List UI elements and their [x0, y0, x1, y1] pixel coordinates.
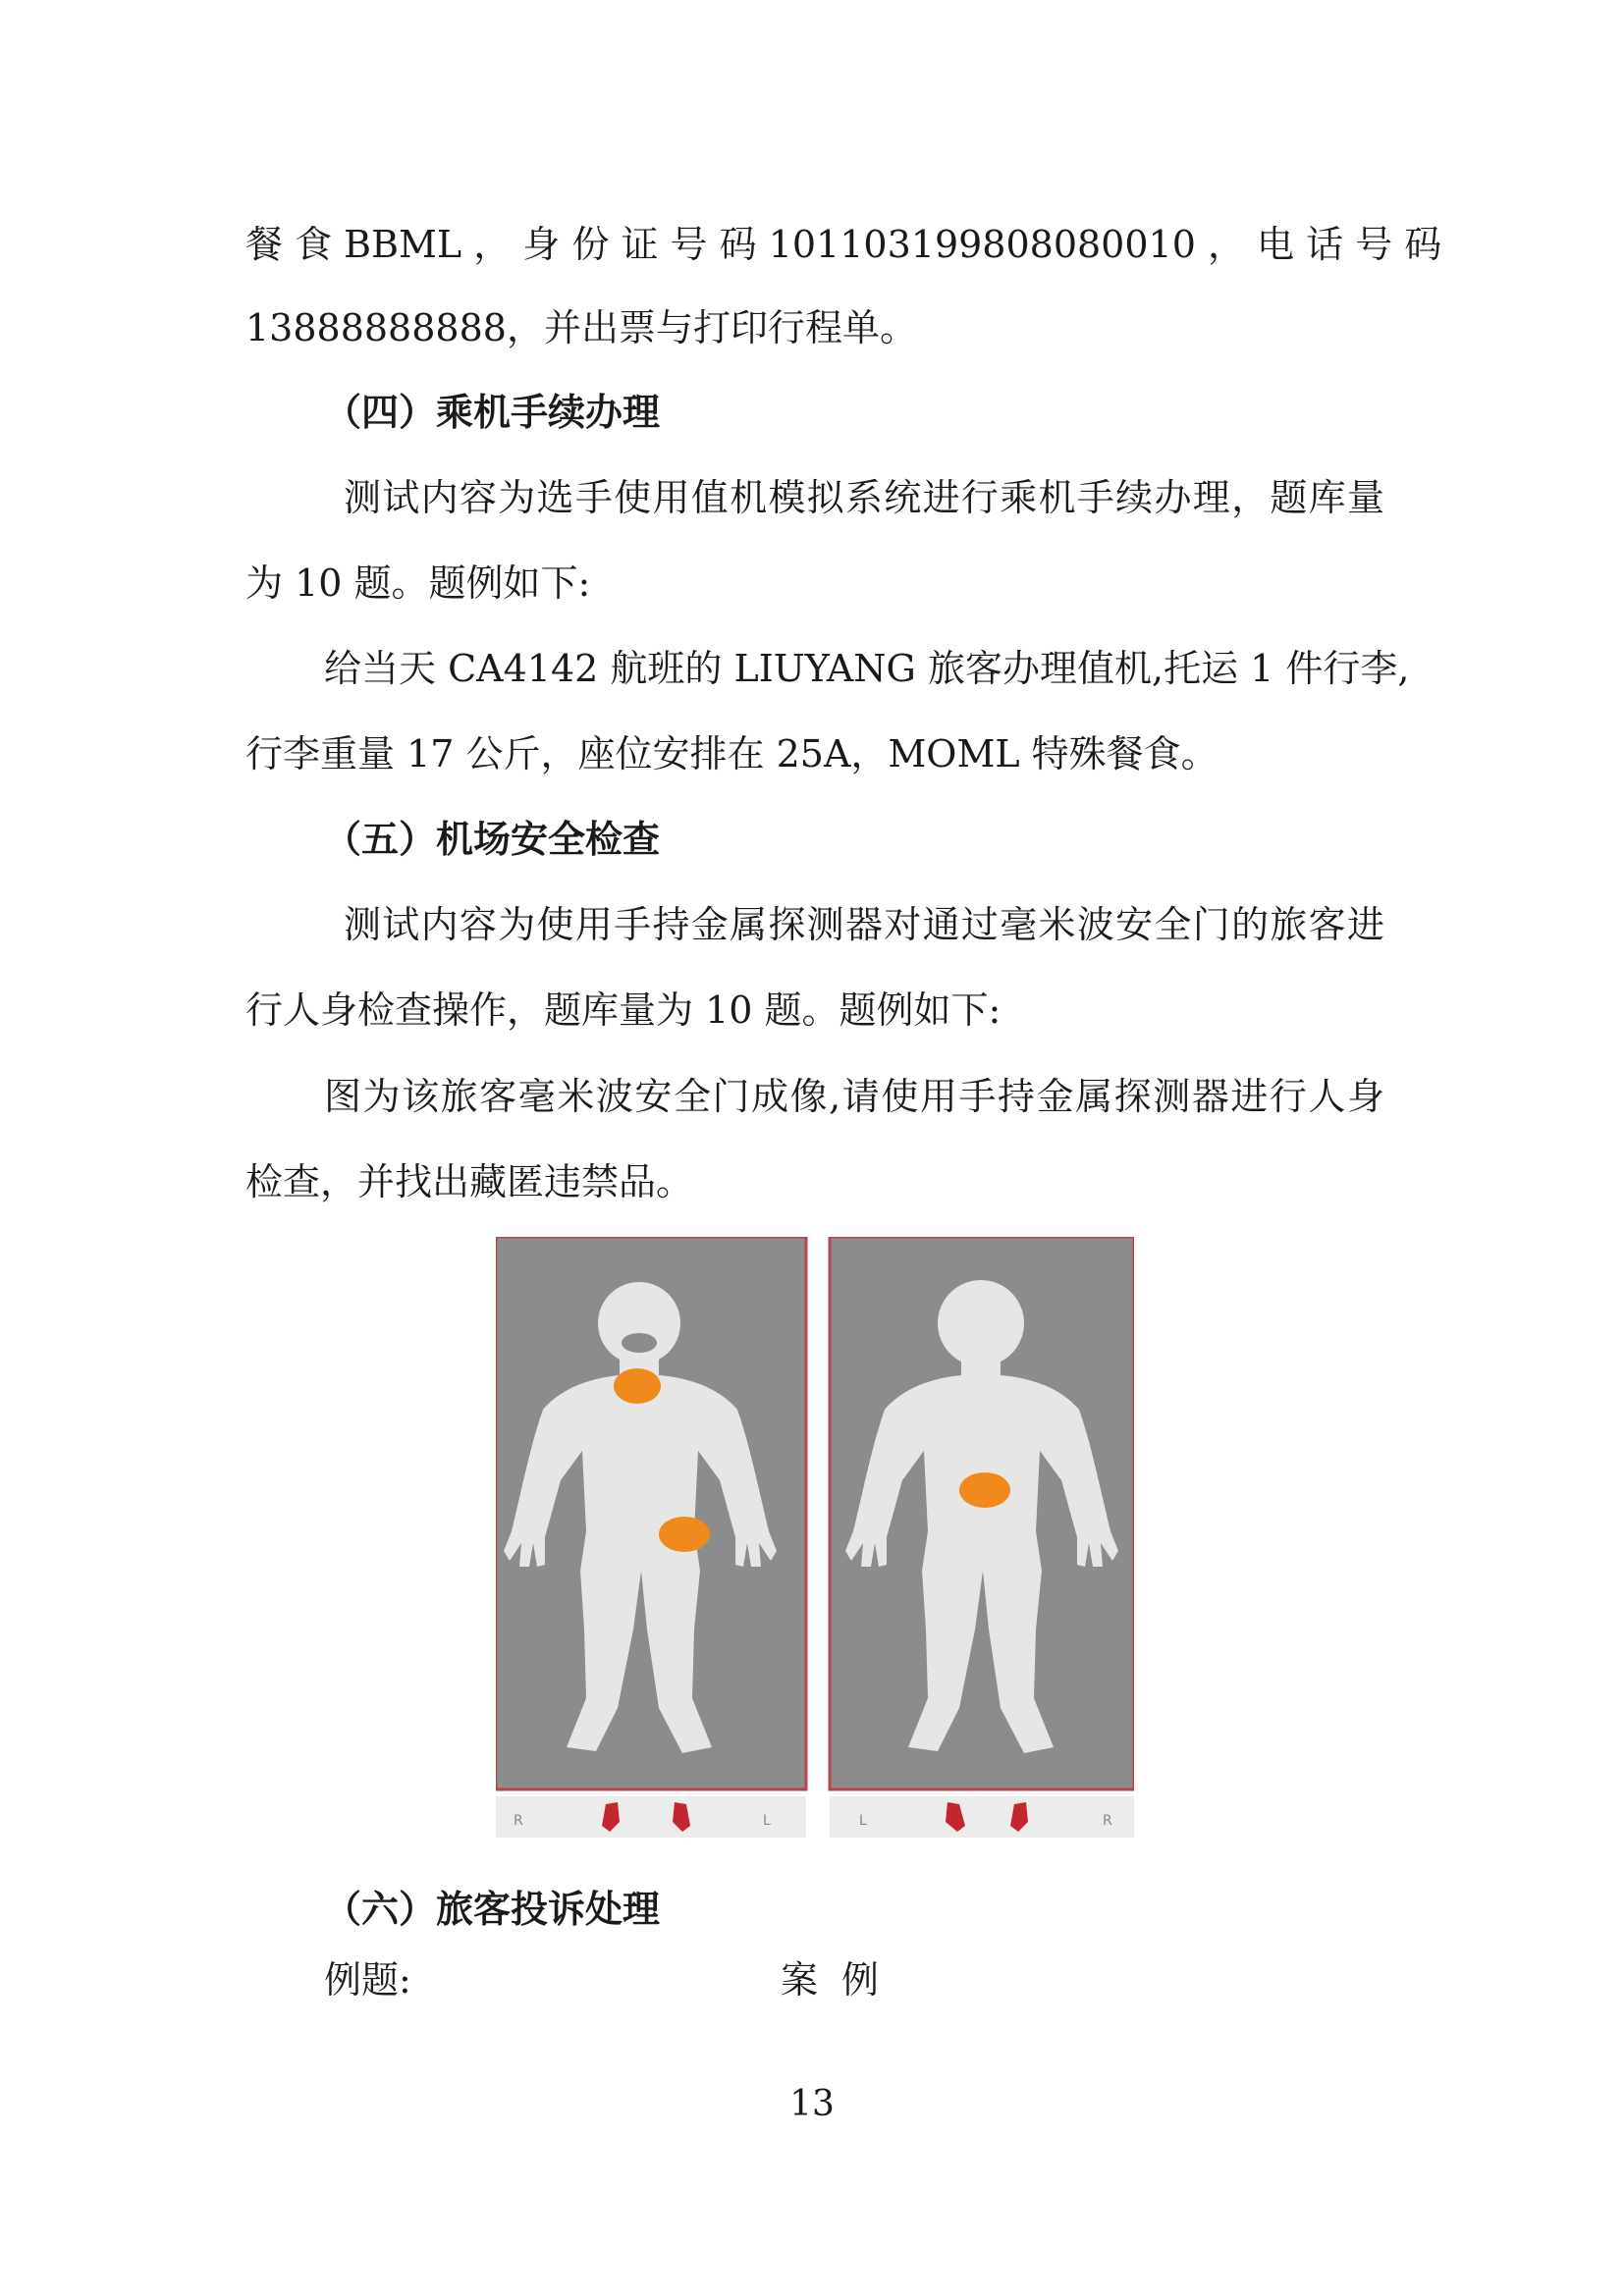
threat-marker-icon: [659, 1517, 710, 1552]
panel-label-right: L: [763, 1813, 771, 1829]
panel-label-left: R: [514, 1813, 523, 1829]
threat-marker-icon: [614, 1368, 661, 1404]
paragraph-line: 13888888888，并出票与打印行程单。: [245, 306, 917, 349]
case-label: 案例: [781, 1958, 903, 2002]
paragraph-line: 为 10 题。题例如下:: [245, 561, 591, 605]
section-heading-security: （五）机场安全检查: [324, 818, 661, 861]
panel-label-left: L: [859, 1813, 867, 1829]
paragraph-line: 餐 食 BBML ， 身 份 证 号 码 101103199808080010 ， 电 话 号 码: [245, 223, 1442, 266]
scan-panel-right: [830, 1237, 1134, 1838]
section-heading-checkin: （四）乘机手续办理: [324, 391, 661, 434]
paragraph-line: 测试内容为使用手持金属探测器对通过毫米波安全门的旅客进: [344, 903, 1384, 946]
millimeter-wave-scan-image: [496, 1237, 1134, 1838]
threat-marker-icon: [959, 1472, 1010, 1508]
page-number: 13: [789, 2084, 835, 2124]
panel-label-right: R: [1103, 1813, 1112, 1829]
paragraph-line: 图为该旅客毫米波安全门成像,请使用手持金属探测器进行人身: [324, 1075, 1384, 1118]
paragraph-line: 行李重量 17 公斤，座位安排在 25A，MOML 特殊餐食。: [245, 732, 1218, 775]
scan-panel-left: [496, 1237, 806, 1838]
paragraph-line: 给当天 CA4142 航班的 LIUYANG 旅客办理值机,托运 1 件行李,: [324, 647, 1410, 690]
paragraph-line: 行人身检查操作，题库量为 10 题。题例如下:: [245, 988, 1001, 1032]
paragraph-line: 测试内容为选手使用值机模拟系统进行乘机手续办理，题库量: [344, 476, 1384, 519]
example-label: 例题:: [324, 1958, 411, 2002]
paragraph-line: 检查，并找出藏匿违禁品。: [245, 1160, 694, 1203]
section-heading-complaints: （六）旅客投诉处理: [324, 1888, 661, 1931]
